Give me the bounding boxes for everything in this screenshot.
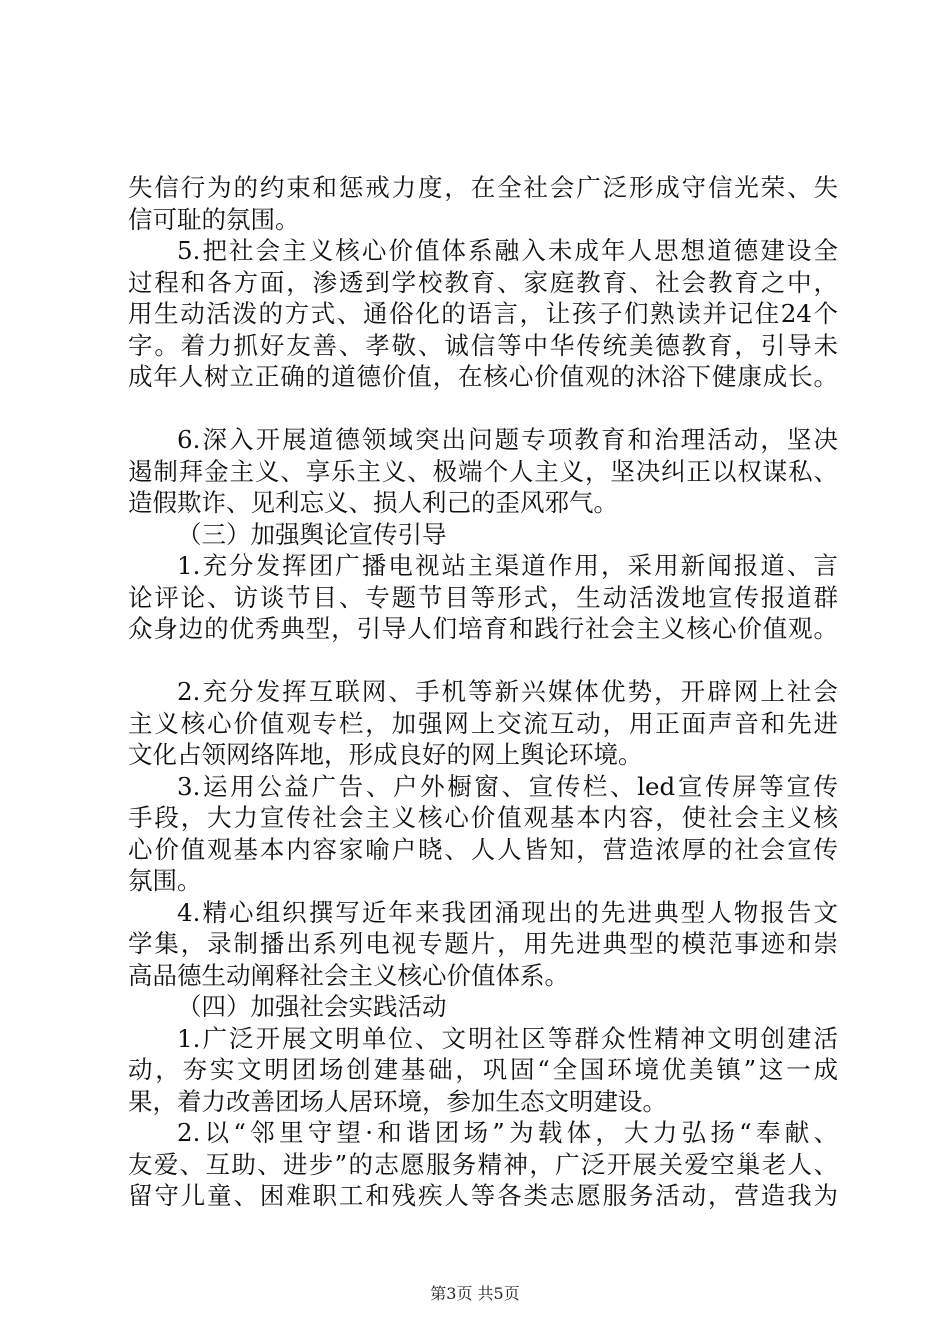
paragraph-item-2: 2.以“邻里守望·和谐团场”为载体，大力弘扬“奉献、 xyxy=(177,1118,838,1147)
text-line: 氛围。 xyxy=(128,866,202,895)
page-number: 第3页 共5页 xyxy=(430,1284,520,1303)
text-line: 学集，录制播出系列电视专题片，用先进典型的模范事迹和崇 xyxy=(128,929,838,958)
text-line: 主义核心价值观专栏，加强网上交流互动，用正面声音和先进 xyxy=(128,708,838,738)
text-line: 动，夯实文明团场创建基础，巩固“全国环境优美镇”这一成 xyxy=(128,1055,838,1084)
text-line: 友爱、互助、进步”的志愿服务精神，广泛开展关爱空巢老人、 xyxy=(128,1149,838,1179)
section-heading-3: （三）加强舆论宣传引导 xyxy=(177,519,447,549)
paragraph-item-6: 6.深入开展道德领域突出问题专项教育和治理活动，坚决 xyxy=(177,425,838,454)
text-line: 用生动活泼的方式、通俗化的语言，让孩子们熟读并记住24个 xyxy=(128,299,838,328)
text-line: 失信行为的约束和惩戒力度，在全社会广泛形成守信光荣、失 xyxy=(128,173,838,202)
paragraph-item-1: 1.广泛开展文明单位、文明社区等群众性精神文明创建活 xyxy=(177,1023,838,1053)
text-line: 造假欺诈、见利忘义、损人利己的歪风邪气。 xyxy=(128,488,618,517)
paragraph-item-3: 3.运用公益广告、户外橱窗、宣传栏、led宣传屏等宣传 xyxy=(177,771,838,801)
text-line: 心价值观基本内容家喻户晓、人人皆知，营造浓厚的社会宣传 xyxy=(128,834,838,864)
text-line: 信可耻的氛围。 xyxy=(128,204,300,234)
text-line: 遏制拜金主义、享乐主义、极端个人主义，坚决纠正以权谋私、 xyxy=(128,456,838,486)
text-line: 成年人树立正确的道德价值，在核心价值观的沐浴下健康成长。 xyxy=(128,362,838,391)
paragraph-gap xyxy=(128,393,838,425)
text-line: 文化占领网络阵地，形成良好的网上舆论环境。 xyxy=(128,740,643,769)
paragraph-gap xyxy=(128,645,838,677)
paragraph-item-1: 1.充分发挥团广播电视站主渠道作用，采用新闻报道、言 xyxy=(177,551,838,580)
text-line: 过程和各方面，渗透到学校教育、家庭教育、社会教育之中， xyxy=(128,267,838,297)
text-line: 手段，大力宣传社会主义核心价值观基本内容，使社会主义核 xyxy=(128,803,838,832)
paragraph-item-4: 4.精心组织撰写近年来我团涌现出的先进典型人物报告文 xyxy=(177,897,838,927)
text-line: 字。着力抓好友善、孝敬、诚信等中华传统美德教育，引导未 xyxy=(128,330,838,360)
text-line: 留守儿童、困难职工和残疾人等各类志愿服务活动，营造我为 xyxy=(128,1181,838,1210)
text-line: 众身边的优秀典型，引导人们培育和践行社会主义核心价值观。 xyxy=(128,614,838,643)
text-line: 果，着力改善团场人居环境，参加生态文明建设。 xyxy=(128,1086,667,1116)
document-body xyxy=(128,172,838,1212)
text-line: 论评论、访谈节目、专题节目等形式，生动活泼地宣传报道群 xyxy=(128,582,838,612)
text-line: 高品德生动阐释社会主义核心价值体系。 xyxy=(128,960,569,990)
paragraph-item-2: 2.充分发挥互联网、手机等新兴媒体优势，开辟网上社会 xyxy=(177,677,838,706)
paragraph-item-5: 5.把社会主义核心价值体系融入未成年人思想道德建设全 xyxy=(177,236,838,265)
section-heading-4: （四）加强社会实践活动 xyxy=(177,992,447,1021)
